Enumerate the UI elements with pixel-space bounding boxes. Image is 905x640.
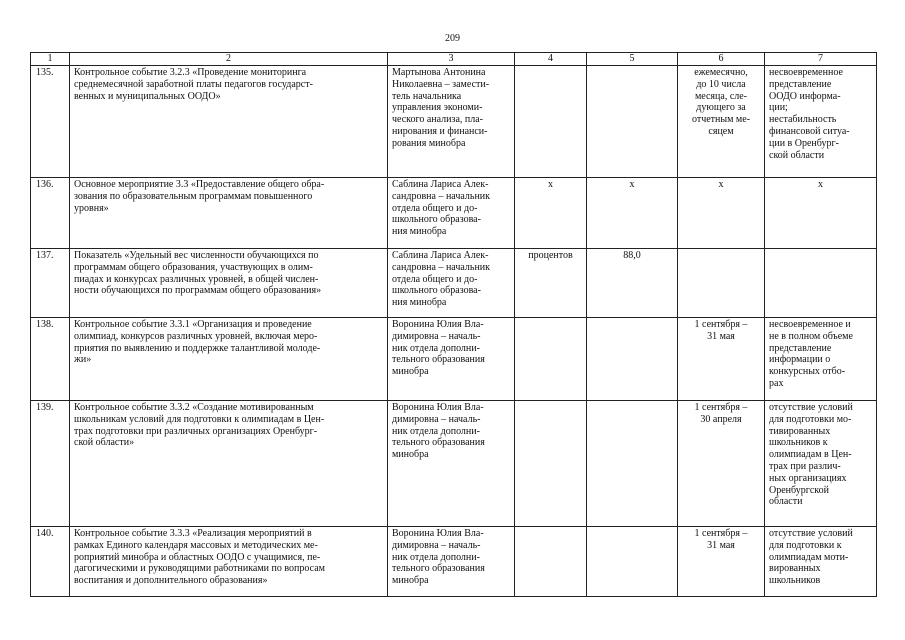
table-row — [31, 66, 877, 178]
activity-name: Основное мероприятие 3.3 «Предоставление общего обра- зования по образовательным программам повышенного уровня» — [70, 178, 388, 249]
risk-cell: несвоевременное и не в полном объеме представление информации о конкурсных отбо- рах — [765, 318, 877, 401]
responsible-person: Саблина Лариса Алек- сандровна – начальник отдела общего и до- школьного образова- ния минобра — [388, 178, 515, 249]
table-row — [31, 527, 877, 597]
risk-cell: отсутствие условий для подготовки мо- тивированных школьников к олимпиадам в Цен- трах при различ- ных организациях Оренбургской области — [765, 401, 877, 527]
responsible-person: Воронина Юлия Вла- димировна – началь- ник отдела дополни- тельного образования минобра — [388, 401, 515, 527]
value-cell: х — [587, 178, 678, 249]
risk-cell: х — [765, 178, 877, 249]
unit-cell — [515, 401, 587, 527]
table-row — [31, 318, 877, 401]
deadline-cell: ежемесячно, до 10 числа месяца, сле- дующего за отчетным ме- сяцем — [678, 66, 765, 178]
table-row — [31, 401, 877, 527]
unit-cell — [515, 318, 587, 401]
value-cell — [587, 66, 678, 178]
responsible-person: Саблина Лариса Алек- сандровна – начальник отдела общего и до- школьного образова- ния минобра — [388, 249, 515, 318]
value-cell: 88,0 — [587, 249, 678, 318]
activity-name: Контрольное событие 3.3.3 «Реализация мероприятий в рамках Единого календаря массовых и методических ме- роприятий минобра и областных ООДО с учащимися, пе- дагогическими и руководящими работниками по вопросам воспитания и дополнительного образования» — [70, 527, 388, 597]
row-number: 140. — [31, 527, 70, 597]
responsible-person: Воронина Юлия Вла- димировна – началь- ник отдела дополни- тельного образования минобра — [388, 527, 515, 597]
risk-cell — [765, 249, 877, 318]
row-number: 135. — [31, 66, 70, 178]
risk-cell: несвоевременное представление ООДО информа- ции; нестабильность финансовой ситуа- ции в Оренбург- ской области — [765, 66, 877, 178]
activity-name: Показатель «Удельный вес численности обучающихся по программам общего образования, участвующих в олим- пиадах и конкурсах различных уровней, в общей числен- ности обучающихся по программам общего образования» — [70, 249, 388, 318]
row-number: 137. — [31, 249, 70, 318]
row-number: 136. — [31, 178, 70, 249]
deadline-cell: 1 сентября – 31 мая — [678, 527, 765, 597]
column-number-row — [31, 53, 877, 66]
column-header: 4 — [515, 53, 587, 66]
activity-name: Контрольное событие 3.3.1 «Организация и проведение олимпиад, конкурсов различных уровней, включая меро- приятия по выявлению и поддержке талантливой молоде- жи» — [70, 318, 388, 401]
program-activities-table — [30, 52, 877, 597]
deadline-cell: 1 сентября – 31 мая — [678, 318, 765, 401]
deadline-cell: 1 сентября – 30 апреля — [678, 401, 765, 527]
value-cell — [587, 527, 678, 597]
unit-cell: х — [515, 178, 587, 249]
unit-cell: процентов — [515, 249, 587, 318]
column-header: 6 — [678, 53, 765, 66]
risk-cell: отсутствие условий для подготовки к олимпиадам моти- вированных школьников — [765, 527, 877, 597]
column-header: 2 — [70, 53, 388, 66]
activity-name: Контрольное событие 3.2.3 «Проведение мониторинга среднемесячной заработной платы педагогов государст- венных и муниципальных ООДО» — [70, 66, 388, 178]
column-header: 3 — [388, 53, 515, 66]
column-header: 5 — [587, 53, 678, 66]
row-number: 138. — [31, 318, 70, 401]
activity-name: Контрольное событие 3.3.2 «Создание мотивированным школьникам условий для подготовки к олимпиадам в Цен- трах подготовки при различных организациях Оренбург- ской области» — [70, 401, 388, 527]
table-row — [31, 249, 877, 318]
table-row — [31, 178, 877, 249]
unit-cell — [515, 66, 587, 178]
deadline-cell: х — [678, 178, 765, 249]
value-cell — [587, 318, 678, 401]
responsible-person: Мартынова Антонина Николаевна – замести- тель начальника управления экономи- ческого анализа, пла- нирования и финанси- рования минобра — [388, 66, 515, 178]
deadline-cell — [678, 249, 765, 318]
column-header: 1 — [31, 53, 70, 66]
page-number: 209 — [445, 33, 460, 44]
value-cell — [587, 401, 678, 527]
row-number: 139. — [31, 401, 70, 527]
responsible-person: Воронина Юлия Вла- димировна – началь- ник отдела дополни- тельного образования минобра — [388, 318, 515, 401]
column-header: 7 — [765, 53, 877, 66]
unit-cell — [515, 527, 587, 597]
